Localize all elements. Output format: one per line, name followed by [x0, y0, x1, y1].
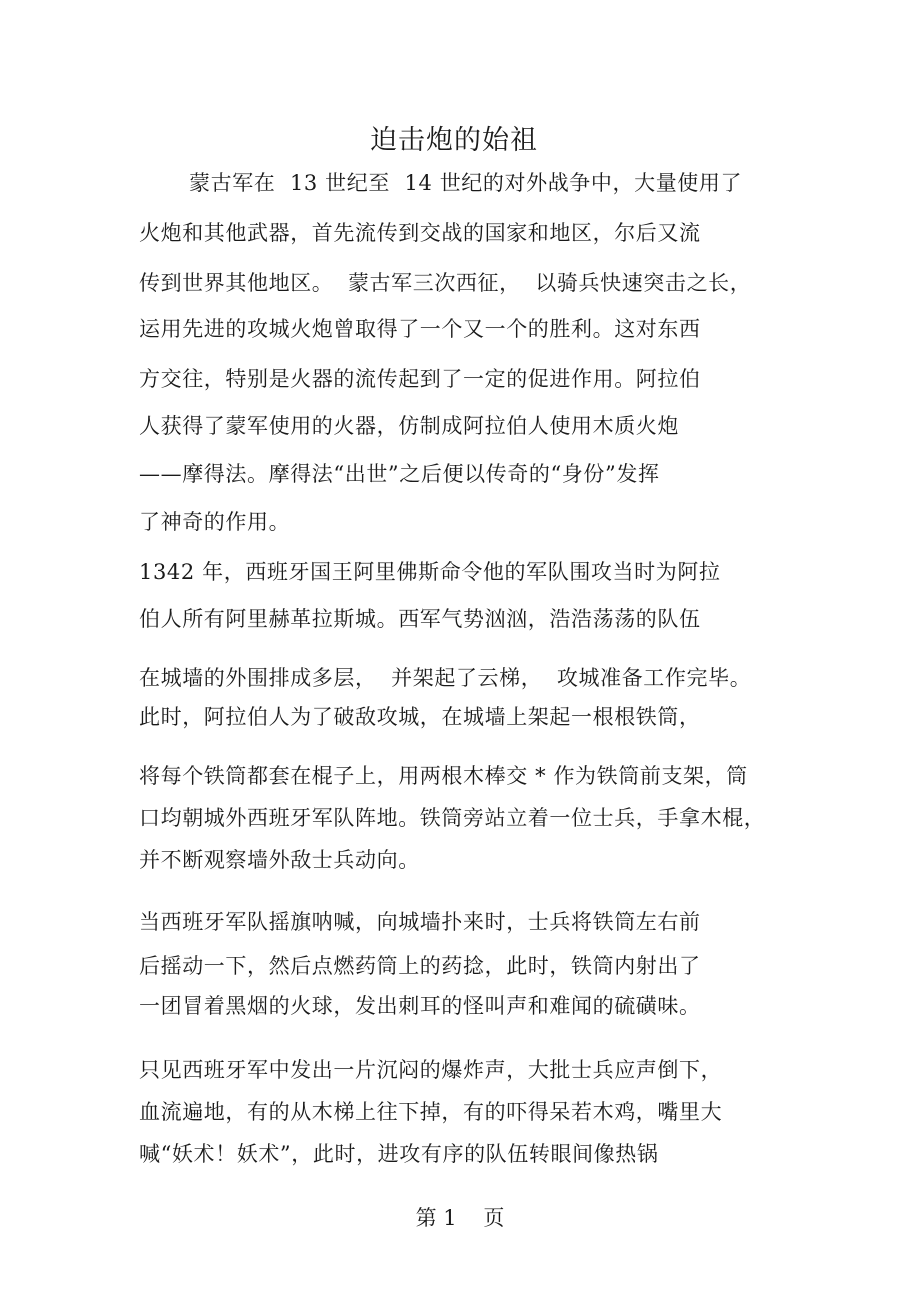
text-line: 一团冒着黑烟的火球，发出刺耳的怪叫声和难闻的硫磺味。 — [139, 994, 701, 1018]
page-title: 迫击炮的始祖 — [370, 125, 538, 156]
text-line: 运用先进的攻城火炮曾取得了一个又一个的胜利。这对东西 — [139, 317, 701, 341]
text-line: 口均朝城外西班牙军队阵地。铁筒旁站立着一位士兵，手拿木棍， — [139, 806, 766, 830]
text-line: 伯人所有阿里赫革拉斯城。西军气势汹汹，浩浩荡荡的队伍 — [139, 607, 701, 631]
text-line: 人获得了蒙军使用的火器，仿制成阿拉伯人使用木质火炮 — [139, 414, 679, 438]
text-line: 了神奇的作用。 — [139, 510, 291, 534]
text-line: 并不断观察墙外敌士兵动向。 — [139, 848, 420, 872]
text-line: 蒙古军在 13 世纪至 14 世纪的对外战争中，大量使用了 — [189, 171, 743, 195]
text-line: 火炮和其他武器，首先流传到交战的国家和地区，尔后又流 — [139, 221, 701, 245]
text-line: 在城墙的外围排成多层， 并架起了云梯， 攻城准备工作完毕。 — [139, 666, 752, 690]
text-line: 此时，阿拉伯人为了破敌攻城，在城墙上架起一根根铁筒， — [139, 705, 701, 729]
text-line: 传到世界其他地区。 蒙古军三次西征， 以骑兵快速突击之长， — [139, 271, 752, 295]
text-line: 喊“妖术！妖术”，此时，进攻有序的队伍转眼间像热锅 — [139, 1142, 659, 1166]
page-number: 第 1 页 — [415, 1206, 505, 1230]
text-line: 血流遍地，有的从木梯上往下掉，有的吓得呆若木鸡，嘴里大 — [139, 1100, 723, 1124]
text-line: 将每个铁筒都套在棍子上，用两根木棒交 * 作为铁筒前支架，筒 — [139, 764, 748, 788]
text-line: 后摇动一下，然后点燃药筒上的药捻，此时，铁筒内射出了 — [139, 954, 701, 978]
text-line: ——摩得法。摩得法“出世”之后便以传奇的“身份”发挥 — [139, 462, 660, 486]
text-line: 当西班牙军队摇旗呐喊，向城墙扑来时，士兵将铁筒左右前 — [139, 910, 701, 934]
text-line: 1342 年，西班牙国王阿里佛斯命令他的军队围攻当时为阿拉 — [139, 560, 721, 584]
text-line: 只见西班牙军中发出一片沉闷的爆炸声，大批士兵应声倒下， — [139, 1058, 723, 1082]
text-line: 方交往，特别是火器的流传起到了一定的促进作用。阿拉伯 — [139, 367, 701, 391]
